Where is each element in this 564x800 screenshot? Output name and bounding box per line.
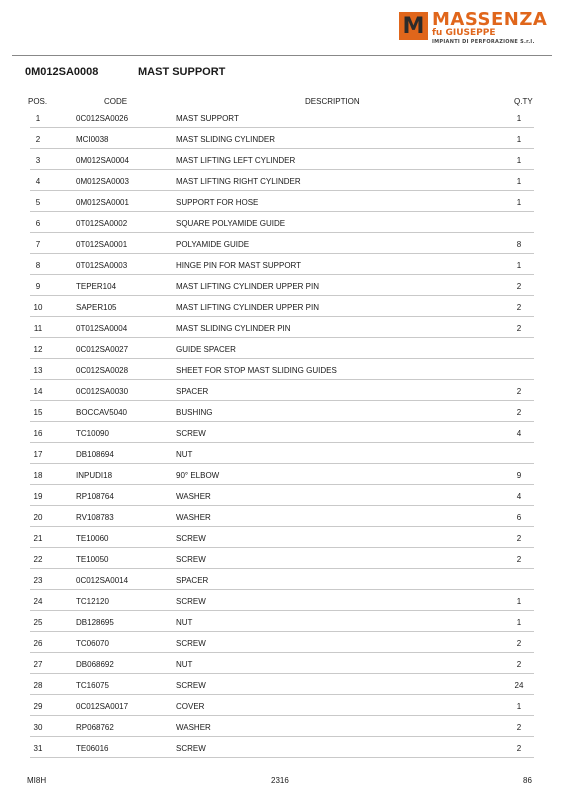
row-qty: 1 bbox=[516, 198, 522, 207]
table-row bbox=[0, 198, 564, 219]
row-code: 0C012SA0026 bbox=[76, 114, 129, 123]
table-row bbox=[0, 261, 564, 282]
table-row bbox=[0, 492, 564, 513]
row-pos: 8 bbox=[35, 261, 41, 270]
table-row bbox=[0, 408, 564, 429]
row-qty: 2 bbox=[516, 660, 522, 669]
table-row bbox=[0, 177, 564, 198]
table-row bbox=[0, 702, 564, 723]
table-row bbox=[0, 135, 564, 156]
brand-name: MASSENZA bbox=[432, 9, 548, 30]
row-divider bbox=[30, 589, 534, 590]
row-qty: 2 bbox=[516, 282, 522, 291]
row-pos: 7 bbox=[35, 240, 41, 249]
row-code: 0C012SA0028 bbox=[76, 366, 129, 375]
row-code: DB128695 bbox=[76, 618, 114, 627]
row-divider bbox=[30, 295, 534, 296]
row-qty: 2 bbox=[516, 744, 522, 753]
row-divider bbox=[30, 379, 534, 380]
table-row bbox=[0, 639, 564, 660]
table-row bbox=[0, 240, 564, 261]
table-row bbox=[0, 513, 564, 534]
row-pos: 11 bbox=[33, 324, 43, 333]
row-description: MAST SLIDING CYLINDER PIN bbox=[176, 324, 291, 333]
row-code: TE10060 bbox=[76, 534, 109, 543]
row-code: 0C012SA0027 bbox=[76, 345, 129, 354]
table-row bbox=[0, 429, 564, 450]
table-row bbox=[0, 534, 564, 555]
row-code: RP108764 bbox=[76, 492, 114, 501]
row-divider bbox=[30, 463, 534, 464]
row-description: SQUARE POLYAMIDE GUIDE bbox=[176, 219, 286, 228]
table-row bbox=[0, 618, 564, 639]
row-pos: 20 bbox=[33, 513, 43, 522]
row-code: INPUDI18 bbox=[76, 471, 113, 480]
row-description: NUT bbox=[176, 660, 193, 669]
row-pos: 24 bbox=[33, 597, 43, 606]
row-pos: 16 bbox=[33, 429, 43, 438]
row-qty: 1 bbox=[516, 702, 522, 711]
row-qty: 1 bbox=[516, 114, 522, 123]
row-description: SHEET FOR STOP MAST SLIDING GUIDES bbox=[176, 366, 337, 375]
row-description: HINGE PIN FOR MAST SUPPORT bbox=[176, 261, 302, 270]
row-qty: 1 bbox=[516, 261, 522, 270]
row-divider bbox=[30, 673, 534, 674]
row-divider bbox=[30, 169, 534, 170]
row-pos: 13 bbox=[33, 366, 43, 375]
row-qty: 1 bbox=[516, 618, 522, 627]
row-qty: 2 bbox=[516, 639, 522, 648]
document-code: 0M012SA0008 bbox=[25, 66, 99, 78]
row-pos: 5 bbox=[35, 198, 41, 207]
row-description: WASHER bbox=[176, 723, 211, 732]
table-row bbox=[0, 324, 564, 345]
row-pos: 12 bbox=[33, 345, 43, 354]
row-code: TC10090 bbox=[76, 429, 109, 438]
row-qty: 2 bbox=[516, 303, 522, 312]
row-divider bbox=[30, 211, 534, 212]
row-divider bbox=[30, 694, 534, 695]
row-pos: 18 bbox=[33, 471, 43, 480]
row-code: SAPER105 bbox=[76, 303, 117, 312]
row-pos: 30 bbox=[33, 723, 43, 732]
row-description: NUT bbox=[176, 618, 193, 627]
table-row bbox=[0, 450, 564, 471]
row-divider bbox=[30, 127, 534, 128]
row-pos: 9 bbox=[35, 282, 41, 291]
row-divider bbox=[30, 421, 534, 422]
row-description: SCREW bbox=[176, 744, 206, 753]
row-description: MAST LIFTING CYLINDER UPPER PIN bbox=[176, 303, 319, 312]
row-divider bbox=[30, 190, 534, 191]
document-title: MAST SUPPORT bbox=[138, 66, 226, 78]
row-description: MAST LIFTING LEFT CYLINDER bbox=[176, 156, 296, 165]
table-row bbox=[0, 366, 564, 387]
page-header bbox=[0, 0, 564, 60]
row-pos: 21 bbox=[33, 534, 43, 543]
table-row bbox=[0, 471, 564, 492]
row-divider bbox=[30, 610, 534, 611]
row-code: 0M012SA0004 bbox=[76, 156, 129, 165]
column-header-pos: POS. bbox=[28, 97, 48, 106]
row-qty: 4 bbox=[516, 492, 522, 501]
row-divider bbox=[30, 358, 534, 359]
row-divider bbox=[30, 232, 534, 233]
row-pos: 22 bbox=[33, 555, 43, 564]
row-qty: 2 bbox=[516, 723, 522, 732]
row-pos: 1 bbox=[35, 114, 41, 123]
row-pos: 17 bbox=[33, 450, 43, 459]
table-row bbox=[0, 345, 564, 366]
row-description: SCREW bbox=[176, 681, 206, 690]
column-header-code: CODE bbox=[104, 97, 128, 106]
table-row bbox=[0, 681, 564, 702]
row-description: MAST SUPPORT bbox=[176, 114, 239, 123]
row-pos: 28 bbox=[33, 681, 43, 690]
footer-doc-number: 2316 bbox=[271, 776, 289, 785]
row-code: TE06016 bbox=[76, 744, 109, 753]
row-qty: 2 bbox=[516, 387, 522, 396]
column-header-qty: Q.TY bbox=[514, 97, 533, 106]
row-pos: 25 bbox=[33, 618, 43, 627]
row-divider bbox=[30, 148, 534, 149]
row-qty: 1 bbox=[516, 156, 522, 165]
row-divider bbox=[30, 505, 534, 506]
row-pos: 6 bbox=[35, 219, 41, 228]
table-row bbox=[0, 576, 564, 597]
row-qty: 1 bbox=[516, 177, 522, 186]
row-pos: 10 bbox=[33, 303, 43, 312]
row-description: SCREW bbox=[176, 555, 206, 564]
row-description: NUT bbox=[176, 450, 193, 459]
row-description: GUIDE SPACER bbox=[176, 345, 236, 354]
row-description: SUPPORT FOR HOSE bbox=[176, 198, 259, 207]
row-code: RV108783 bbox=[76, 513, 114, 522]
row-code: DB068692 bbox=[76, 660, 114, 669]
row-pos: 19 bbox=[33, 492, 43, 501]
row-code: TC16075 bbox=[76, 681, 109, 690]
logo-mark: M bbox=[402, 14, 425, 39]
brand-logo-icon bbox=[399, 12, 428, 40]
row-pos: 4 bbox=[35, 177, 41, 186]
row-code: 0C012SA0014 bbox=[76, 576, 129, 585]
row-pos: 27 bbox=[33, 660, 43, 669]
row-description: SPACER bbox=[176, 576, 209, 585]
footer-model: MI8H bbox=[27, 776, 47, 785]
row-code: TC12120 bbox=[76, 597, 109, 606]
row-divider bbox=[30, 274, 534, 275]
table-row bbox=[0, 555, 564, 576]
row-divider bbox=[30, 400, 534, 401]
row-pos: 31 bbox=[33, 744, 43, 753]
row-qty: 6 bbox=[516, 513, 522, 522]
brand-tagline: IMPIANTI DI PERFORAZIONE S.r.l. bbox=[432, 39, 535, 45]
row-divider bbox=[30, 757, 534, 758]
table-row bbox=[0, 282, 564, 303]
row-divider bbox=[30, 526, 534, 527]
row-description: WASHER bbox=[176, 513, 211, 522]
row-divider bbox=[30, 547, 534, 548]
row-code: 0C012SA0030 bbox=[76, 387, 129, 396]
row-description: MAST LIFTING RIGHT CYLINDER bbox=[176, 177, 301, 186]
table-row bbox=[0, 723, 564, 744]
row-code: BOCCAV5040 bbox=[76, 408, 127, 417]
row-description: 90° ELBOW bbox=[176, 471, 220, 480]
row-code: 0T012SA0003 bbox=[76, 261, 128, 270]
row-description: SCREW bbox=[176, 597, 206, 606]
row-qty: 2 bbox=[516, 534, 522, 543]
table-row bbox=[0, 114, 564, 135]
row-description: SCREW bbox=[176, 639, 206, 648]
row-description: POLYAMIDE GUIDE bbox=[176, 240, 250, 249]
row-description: SCREW bbox=[176, 429, 206, 438]
row-divider bbox=[30, 568, 534, 569]
row-pos: 23 bbox=[33, 576, 43, 585]
row-description: COVER bbox=[176, 702, 205, 711]
row-code: DB108694 bbox=[76, 450, 114, 459]
table-row bbox=[0, 660, 564, 681]
header-divider bbox=[12, 55, 552, 56]
footer-page-number: 86 bbox=[523, 776, 532, 785]
row-description: WASHER bbox=[176, 492, 211, 501]
row-pos: 29 bbox=[33, 702, 43, 711]
row-code: 0M012SA0003 bbox=[76, 177, 129, 186]
table-row bbox=[0, 597, 564, 618]
row-qty: 1 bbox=[516, 597, 522, 606]
row-divider bbox=[30, 715, 534, 716]
row-code: 0T012SA0001 bbox=[76, 240, 128, 249]
row-description: SPACER bbox=[176, 387, 209, 396]
row-qty: 8 bbox=[516, 240, 522, 249]
row-description: MAST LIFTING CYLINDER UPPER PIN bbox=[176, 282, 319, 291]
row-divider bbox=[30, 736, 534, 737]
row-qty: 4 bbox=[516, 429, 522, 438]
row-description: BUSHING bbox=[176, 408, 213, 417]
row-qty: 2 bbox=[516, 408, 522, 417]
table-row bbox=[0, 387, 564, 408]
row-code: MCI0038 bbox=[76, 135, 109, 144]
row-code: 0T012SA0002 bbox=[76, 219, 128, 228]
row-pos: 15 bbox=[33, 408, 43, 417]
row-pos: 3 bbox=[35, 156, 41, 165]
table-row bbox=[0, 303, 564, 324]
row-code: 0T012SA0004 bbox=[76, 324, 128, 333]
row-divider bbox=[30, 253, 534, 254]
row-code: 0M012SA0001 bbox=[76, 198, 129, 207]
row-divider bbox=[30, 442, 534, 443]
row-code: TC06070 bbox=[76, 639, 109, 648]
row-description: SCREW bbox=[176, 534, 206, 543]
row-description: MAST SLIDING CYLINDER bbox=[176, 135, 275, 144]
row-code: TE10050 bbox=[76, 555, 109, 564]
row-code: TEPER104 bbox=[76, 282, 117, 291]
row-qty: 2 bbox=[516, 555, 522, 564]
brand-subtitle: fu GIUSEPPE bbox=[432, 28, 496, 38]
row-qty: 24 bbox=[514, 681, 524, 690]
table-row bbox=[0, 156, 564, 177]
row-code: 0C012SA0017 bbox=[76, 702, 129, 711]
row-pos: 2 bbox=[35, 135, 41, 144]
table-row bbox=[0, 219, 564, 240]
row-divider bbox=[30, 337, 534, 338]
row-qty: 2 bbox=[516, 324, 522, 333]
row-pos: 26 bbox=[33, 639, 43, 648]
row-divider bbox=[30, 316, 534, 317]
row-code: RP068762 bbox=[76, 723, 114, 732]
row-divider bbox=[30, 484, 534, 485]
row-qty: 1 bbox=[516, 135, 522, 144]
column-header-description: DESCRIPTION bbox=[305, 97, 360, 106]
table-row bbox=[0, 744, 564, 765]
row-pos: 14 bbox=[33, 387, 43, 396]
row-divider bbox=[30, 631, 534, 632]
row-qty: 9 bbox=[516, 471, 522, 480]
row-divider bbox=[30, 652, 534, 653]
